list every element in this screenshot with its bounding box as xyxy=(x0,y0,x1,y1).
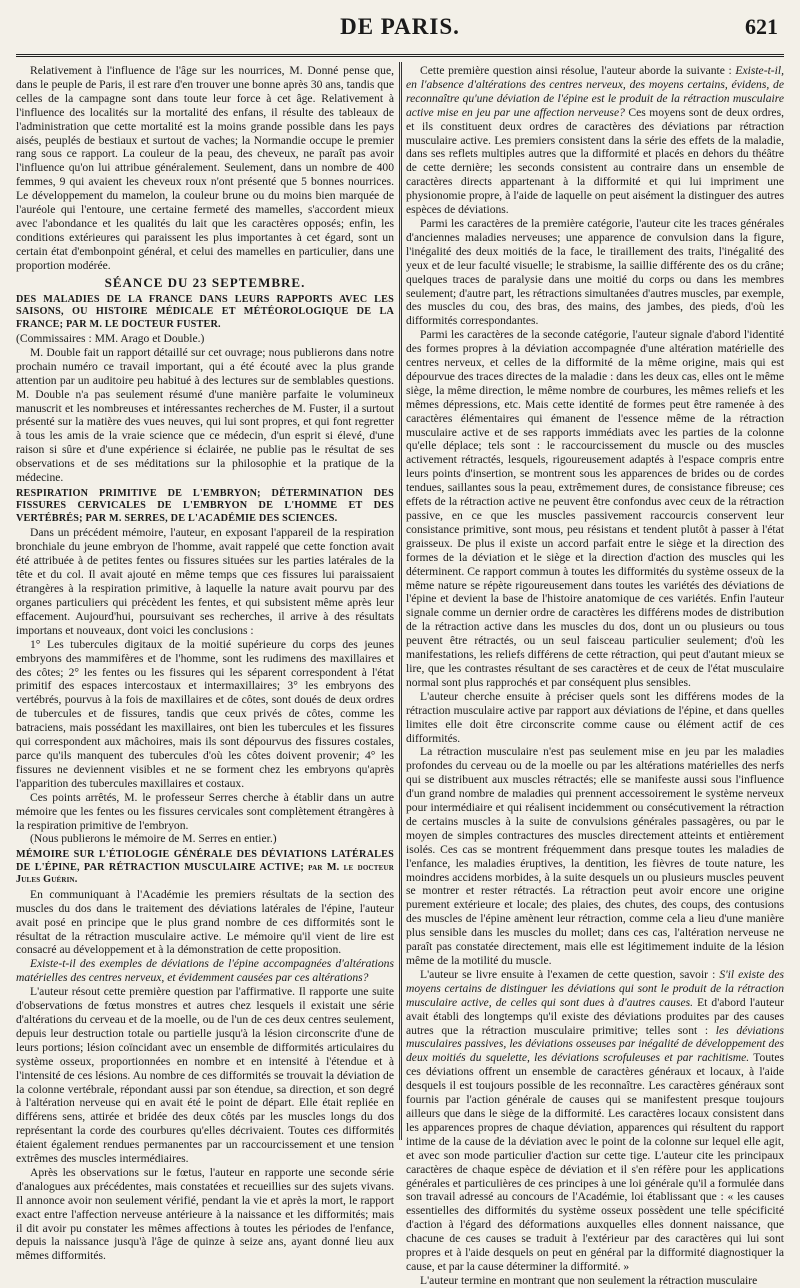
text-run: L'auteur se livre ensuite à l'examen de cette question, savoir : xyxy=(420,967,716,981)
paragraph: Ces points arrêtés, M. le professeur Serres cherche à établir dans un autre mémoire que les fentes ou les fissures cervicales sont complètement étrangères à la respiration primitive de l'embryon. xyxy=(16,790,394,832)
italic-question xyxy=(16,957,394,985)
paragraph: Parmi les caractères de la première catégorie, l'auteur cite les traces générales d'anciennes maladies nerveuses; une apparence de convulsion dans la figure, l'inégalité des deux moitiés de la face, le tiraillement des traits, l'inégalité des yeux et de leur faculté visuelle; le strabisme, la saillie différente des os du crâne; quelques traces de paralysie dans une moitié du corps ou dans les membres seulement; d'autre part, les rétractions simultanées d'autres muscles, par exemple, des muscles du cou, des bras, des mains, des jambes, des pieds, d'où les difformités correspondantes. xyxy=(406,216,784,328)
running-title: DE PARIS. xyxy=(340,14,460,39)
left-column xyxy=(16,64,394,1263)
page-number: 621 xyxy=(745,14,778,39)
paragraph: 1° Les tubercules digitaux de la moitié supérieure du corps des jeunes embryons des mammifères et de l'homme, sont les rudimens des maxillaires et des côtes; 2° les fentes ou les fissures qui les séparent correspondent à l'état primitif des espaces intercostaux et intermaxillaires; 3° les embryons des vertébrés, pourvus à la fois de maxillaires et de côtes, sont doués de deux ordres de tubercules et de fissures, tandis que ceux privés de côtes, comme les batraciens, mais possédant les maxillaires, ont bien les tubercules et les fissures qui correspondent aux mâchoires, mais ils sont dépourvus des fissures costales, parce qu'ils manquent des tubercules d'où les côtes doivent provenir; 4° les fissures ne deviennent visibles et ne se forment chez les embryons qu'après l'apparition des tubercules maxillaires et costaux. xyxy=(16,637,394,790)
paragraph: Relativement à l'influence de l'âge sur les nourrices, M. Donné pense que, dans le peuple de Paris, il est rare d'en trouver une bonne après 30 ans, tandis que celles de la campagne sont dans toute leur force à cet âge. Relativement à l'influence des localités sur la mortalité des enfans, il résulte des tableaux de l'administration que cette mortalité est la moins grande possible dans les pays aisés, peuplés de bestiaux et surtout de vaches; la Normandie occupe le premier rang sous ce rapport. La couleur de la peau, des cheveux, ne paraît pas avoir l'influence qu'on lui attribue généralement. Seulement, dans un nombre de 400 femmes, 9 qui avaient les cheveux roux n'ont présenté que 5 bonnes nourrices. Le développement du mamelon, la couleur brune ou du moins bien marquée de l'auréole qui l'entoure, une certaine fermeté des mamelles, s'accordent mieux avec l'abondance et les qualités du lait que les caractères opposés; enfin, les conditions extérieures qui paraissent les plus importantes à cet égard, sont un certain état d'embonpoint général, et celui des mamelles en particulier, dans une proportion modérée. xyxy=(16,64,394,272)
article-heading: MÉMOIRE SUR L'ÉTIOLOGIE GÉNÉRALE DES DÉVIATIONS LATÉRALES DE L'ÉPINE, PAR RÉTRACTION MUSCULAIRE ACTIVE; par M. le docteur Jules Guérin. xyxy=(16,849,394,886)
right-column xyxy=(406,64,784,1287)
italic-text: Existe-t-il des exemples de déviations de l'épine accompagnées d'altérations matérielles des centres nerveux, et évidemment causées par ces altérations? xyxy=(16,957,394,985)
paragraph xyxy=(406,64,784,217)
paragraph: Après les observations sur le fœtus, l'auteur en rapporte une seconde série d'analogues aux précédentes, mais constatées et recueillies sur des sujets vivans. Il annonce avoir non seulement vérifié, pendant la vie et après la mort, le rapport exact entre l'affection nerveuse antérieure à la naissance et les difformités; mais il dit avoir pu constater les mêmes affections à toutes les périodes de l'enfance, depuis la naissance jusqu'à l'âge de quinze à seize ans, ayant donné lieu aux mêmes difformités. xyxy=(16,1165,394,1263)
italic-text: Existe-t-il, en l'absence d'altérations des centres nerveux, des moyens certains, évidens, de reconnaître qu'une déviation de l'épine est le produit de la rétraction musculaire active mise en jeu par une affection nerveuse? xyxy=(406,64,784,119)
page-header xyxy=(16,14,784,57)
session-title: SÉANCE DU 23 SEPTEMBRE. xyxy=(104,274,306,290)
paragraph: L'auteur résout cette première question par l'affirmative. Il rapporte une suite d'observations de fœtus monstres et autres chez lesquels il existait une série d'altérations du cerveau et de la moelle, ou de l'un de ces deux centres seulement, depuis leur destruction totale ou partielle jusqu'à la lésion circonscrite d'une de leurs portions; lésion coïncidant avec un ensemble de difformités articulaires du système osseux, proportionnées en nombre et en intensité à l'étendue et à l'intensité de ces lésions. Au nombre de ces difformités se trouvait la déviation de la colonne vertébrale, répondant aussi par son étendue, sa direction, et son degré à l'altération nerveuse qui en avait été le point de départ. Elle était repliée en différens sens, attirée et bridée des deux côtés par les muscles longs du dos représentant la corde des courbures qu'elles décrivaient. Toutes ces difformités étaient également rendues permanentes par un raccourcissement et une tension extrêmes des muscles intermédiaires. xyxy=(16,985,394,1166)
paragraph: L'auteur cherche ensuite à préciser quels sont les différens modes de la rétraction musculaire active par rapport aux déviations de l'épine, et dans quelles limites elle doit être circonscrite comme cause ou élément actif de ces difformités. xyxy=(406,689,784,745)
commissioners-note: (Commissaires : MM. Arago et Double.) xyxy=(16,332,205,345)
paragraph: Parmi les caractères de la seconde catégorie, l'auteur signale d'abord l'identité des formes propres à la déviation accompagnée d'une altération matérielle des centres nerveux, et celles de la difformité de la même origine, mais qui est dépourvue des traces directes de la maladie : dans les deux cas, elles ont le même siège, la même direction, le même nombre de courbures, les mêmes reliefs et les mêmes dépressions, etc. Mais cette identité de formes peut être ramenée à des caractères élémentaires qui émanent de l'essence même de la rétraction musculaire active et de ses rapports immédiats avec les parties de la colonne qu'elle déplace; tels sont : le raccourcissement du muscle ou des muscles activement rétractés, lesquels, rigoureusement adaptés à l'espace compris entre leurs points d'insertion, se montrent sous les apparences de brides ou de cordes tendues, saillantes sous la peau, extrêmement dures, de consistance fibreuse; ces effets de la rétraction active ne peuvent être confondus avec ceux de la rétraction passive, en ce que les muscles passivement raccourcis conservent leur consistance primitive, sont mous, peu résistans et tendent plutôt à passer à l'état graisseux. De plus il existe un accord parfait entre le siège et la direction des formes de la déviation et le siège et la direction d'action des muscles qui les déterminent. Ce rapport commun à toutes les difformités du système osseux de la même nature se répète rigoureusement dans toutes les variétés des déviations de l'épine et devient la base de l'histoire anatomique de ces variétés. Enfin l'auteur signale comme un dernier ordre de caractères les différens modes de distribution de la rétraction active dans les muscles du dos, dont un ou plusieurs ou tous peuvent être rétractés, ou un seul faisceau particulier seulement; d'où les manifestations, les reliefs différens de cette rétraction, qui peut d'autant mieux se lire, que les contrastes résultant de ses caractères et de ceux de l'état musculaire normal sont plus rapprochés et par conséquent plus sensibles. xyxy=(406,328,784,689)
paragraph: M. Double fait un rapport détaillé sur cet ouvrage; nous publierons dans notre prochain numéro ce travail important, qui a été écouté avec la plus grande attention par un auditoire peu habitué à des lectures sur de semblables questions. M. Double n'a pas seulement résumé d'une manière parfaite le volumineux manuscrit et les nombreuses et intéressantes recherches de M. Fuster, il a surtout présenté sur la matière des vues neuves, qui lui sont propres, et qui font regretter à tous les amis de la vraie science que ce médecin, d'un esprit si élevé, d'une raison si sûre et d'une expérience si éclairée, ne publie pas le résultat de ses observations et de ses méditations sur la philosophie et la pratique de la médecine. xyxy=(16,345,394,485)
paragraph: En communiquant à l'Académie les premiers résultats de la section des muscles du dos dans le traitement des déviations latérales de l'épine, l'auteur avait posé en principe que le plus grand nombre de ces difformités sont le résultat de la rétraction musculaire active. Le mémoire qu'il vient de lire est consacré au développement et à la démonstration de cette proposition. xyxy=(16,887,394,957)
italic-text: les déviations musculaires passives, les déviations osseuses par inégalité de développement des deux moitiés du squelette, les déviations scrofuleuses et par rachitisme. xyxy=(406,1023,784,1065)
editorial-note: (Nous publierons le mémoire de M. Serres en entier.) xyxy=(30,832,277,846)
column-divider xyxy=(399,62,402,1140)
article-heading: DES MALADIES DE LA FRANCE DANS LEURS RAPPORTS AVEC LES SAISONS, OU HISTOIRE MÉDICALE ET MÉTÉOROLOGIQUE DE LA FRANCE; PAR M. LE DOCTEUR FUSTER. xyxy=(16,293,394,330)
text-run: Ces moyens sont de deux ordres, et ils constituent deux ordres de caractères des déviations par rétraction musculaire active. Les premiers consistent dans la série des effets de la maladie, dans ses reflets multiples autres que la difformité et placés en dehors du théâtre de cette dernière; les seconds consistent au contraire dans un ensemble de caractères directs appartenant à la difformité et qui lui impriment une physionomie propre, à l'aide de laquelle on peut aisément la distinguer des autres espèces de déviations. xyxy=(406,105,784,217)
paragraph: Dans un précédent mémoire, l'auteur, en exposant l'appareil de la respiration bronchiale du jeune embryon de l'homme, avait rappelé que cette fonction avait été attribuée à de petites fentes ou fissures situées sur les parties latérales de la tête et du col. Il avait ajouté en même temps que ces fissures lui paraissaient étrangères à la respiration primitive, à laquelle la nature avait pourvu par des organes particuliers qui précèdent les fentes, et qui subsistent même après leur effacement. Aujourd'hui, poursuivant ses recherches, il arrive à des résultats importans et nouveaux, dont voici les conclusions : xyxy=(16,526,394,637)
text-run: Et d'abord l'auteur avait établi des longtemps qu'il existe des déviations produites par des causes autres que la rétraction musculaire primitive; telles sont : xyxy=(406,995,784,1037)
text-run: Cette première question ainsi résolue, l'auteur aborde la suivante : xyxy=(420,64,732,77)
italic-text: S'il existe des moyens certains de distinguer les déviations qui sont le produit de la rétraction musculaire active, de celles qui sont dues à d'autres causes. xyxy=(406,967,784,1009)
text-run: Toutes ces déviations offrent un ensemble de caractères généraux et locaux, à l'aide desquels il est toujours possible de les reconnaître. Les caractères généraux sont fournis par l'action générale de causes qui se manifestent presque toujours ailleurs que dans le siège de la difformité. Les caractères locaux consistent dans les apparences propres de chaque déviation, apparences qui résultent du rapport intime de la cause de la déviation avec le point de la colonne sur lequel elle agit, et avec son mode particulier d'action sur cette tige. L'auteur cite les principaux caractères de chaque espèce de déviation et il s'en réfère pour les applications générales et particulières de ces principes à une loi générale qu'il a formulée dans son travail adressé au concours de l'Académie, loi établissant que : « les causes essentielles des difformités du système osseux possèdent une telle spécificité d'action à l'égard des déformations auxquelles elles donnent naissance, que chacune de ces causes se traduit à l'extérieur par des caractères qui lui sont propres et à l'aide desquels on peut en général par la difformité diagnostiquer la cause, et par la cause déterminer la difformité. » xyxy=(406,1051,784,1273)
article-heading: RESPIRATION PRIMITIVE DE L'EMBRYON; DÉTERMINATION DES FISSURES CERVICALES DE L'EMBRYON DE L'HOMME ET DES VERTÉBRÉS; PAR M. SERRES, DE L'ACADÉMIE DES SCIENCES. xyxy=(16,487,394,524)
paragraph: L'auteur termine en montrant que non seulement la rétraction musculaire xyxy=(420,1273,758,1287)
paragraph: La rétraction musculaire n'est pas seulement mise en jeu par les maladies profondes du cerveau ou de la moelle ou par les altérations matérielles des nerfs qui se distribuent aux muscles rétractés; elle se manifeste aussi sous l'influence d'un grand nombre de maladies qui prennent accessoirement le système nerveux pour intermédiaire et qui réalisent incidemment ou consécutivement la rétraction de certains muscles à la suite de convulsions générales passagères, ou par le moyen de simples contractures des muscles directement atteints et entièrement isolés. Ces cas se montrent fréquemment dans presque toutes les maladies de l'enfance, les maladies éruptives, la dentition, les fièvres de toute nature, les moindres accidens morbides, à la suite desquels un ou plusieurs muscles peuvent se montrer et rester rétractés. La rétraction peut avoir encore une origine purement extérieure et locale; des plaies, des chutes, des coups, des contusions des muscles de l'épine amènent leur rétraction, comme cela a lieu d'une manière plus sensible dans les muscles du mollet; dans ces cas, l'altération nerveuse ne paraît pas constatée directement, mais elle est légitimement induite de la lésion même de la motilité du muscle. xyxy=(406,745,784,967)
paragraph xyxy=(406,968,784,1274)
